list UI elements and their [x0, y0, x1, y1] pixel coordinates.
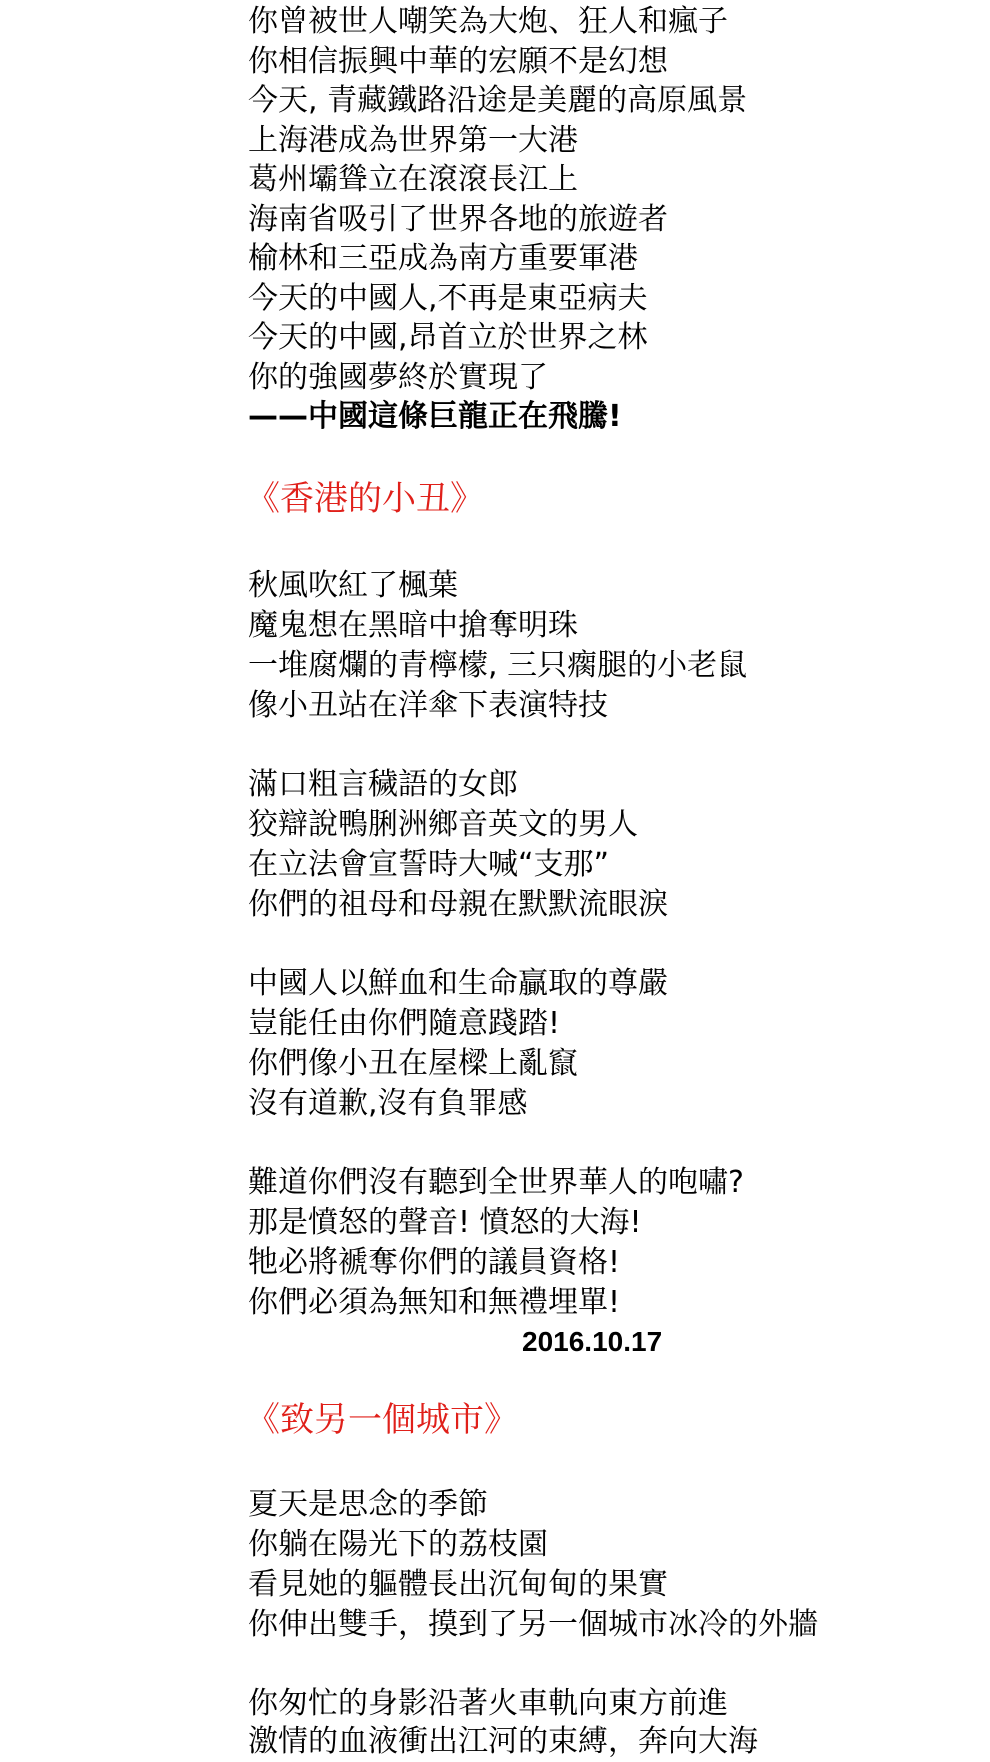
- poem-line: 滿口粗言穢語的女郎: [248, 767, 518, 802]
- poem2-title: 《香港的小丑》: [246, 479, 484, 519]
- poem-line: 沒有道歉,沒有負罪感: [248, 1086, 528, 1121]
- poem-line: 秋風吹紅了楓葉: [248, 568, 458, 603]
- poem-line: 今天的中國人,不再是東亞病夫: [248, 281, 648, 316]
- poem-line: 魔鬼想在黑暗中搶奪明珠: [248, 608, 578, 643]
- poem-line: 你伸出雙手，摸到了另一個城市冰冷的外牆: [248, 1607, 818, 1642]
- poem-line: 中國人以鮮血和生命贏取的尊嚴: [248, 966, 668, 1001]
- poem-line: 你們必須為無知和無禮埋單!: [248, 1285, 621, 1320]
- poem-line: 你們像小丑在屋樑上亂竄: [248, 1046, 578, 1081]
- poem-line: 狡辯說鴨脷洲鄉音英文的男人: [248, 807, 638, 842]
- poem-line: 榆林和三亞成為南方重要軍港: [248, 241, 638, 276]
- poem-line: 一堆腐爛的青檸檬, 三只瘸腿的小老鼠: [248, 648, 748, 683]
- poem-line: 激情的血液衝出江河的束縛，奔向大海: [248, 1724, 758, 1759]
- poem2-date: 2016.10.17: [522, 1326, 663, 1357]
- poem-line: 看見她的軀體長出沉甸甸的果實: [248, 1567, 668, 1602]
- poem-line: 你曾被世人嘲笑為大炮、狂人和瘋子: [248, 4, 728, 39]
- poem-line: 今天, 青藏鐵路沿途是美麗的高原風景: [248, 83, 748, 118]
- poem-line: 牠必將褫奪你們的議員資格!: [248, 1245, 621, 1280]
- poem-line: 夏天是思念的季節: [248, 1487, 488, 1522]
- poem-line: 豈能任由你們隨意踐踏!: [248, 1006, 561, 1041]
- poem-line: 上海港成為世界第一大港: [248, 123, 578, 158]
- poem3-title: 《致另一個城市》: [246, 1400, 518, 1440]
- poem-line: 你相信振興中華的宏願不是幻想: [248, 44, 668, 79]
- poem-line: 你們的祖母和母親在默默流眼淚: [248, 887, 668, 922]
- poem-line: 你躺在陽光下的荔枝園: [248, 1527, 548, 1562]
- poem-line: 像小丑站在洋傘下表演特技: [248, 688, 608, 723]
- poem-line: 難道你們沒有聽到全世界華人的咆嘯?: [248, 1165, 744, 1200]
- poem-line: 今天的中國,昂首立於世界之林: [248, 320, 648, 355]
- poem-line: 那是憤怒的聲音! 憤怒的大海!: [248, 1205, 642, 1240]
- poem-line: 葛州壩聳立在滾滾長江上: [248, 162, 578, 197]
- poem-line: 在立法會宣誓時大喊“支那”: [248, 847, 610, 882]
- poem-line: 海南省吸引了世界各地的旅遊者: [248, 202, 668, 237]
- poem-line: ——中國這條巨龍正在飛騰!: [248, 399, 622, 434]
- poem-line: 你的強國夢終於實現了: [248, 360, 548, 395]
- poem-line: 你匆忙的身影沿著火車軌向東方前進: [248, 1686, 728, 1721]
